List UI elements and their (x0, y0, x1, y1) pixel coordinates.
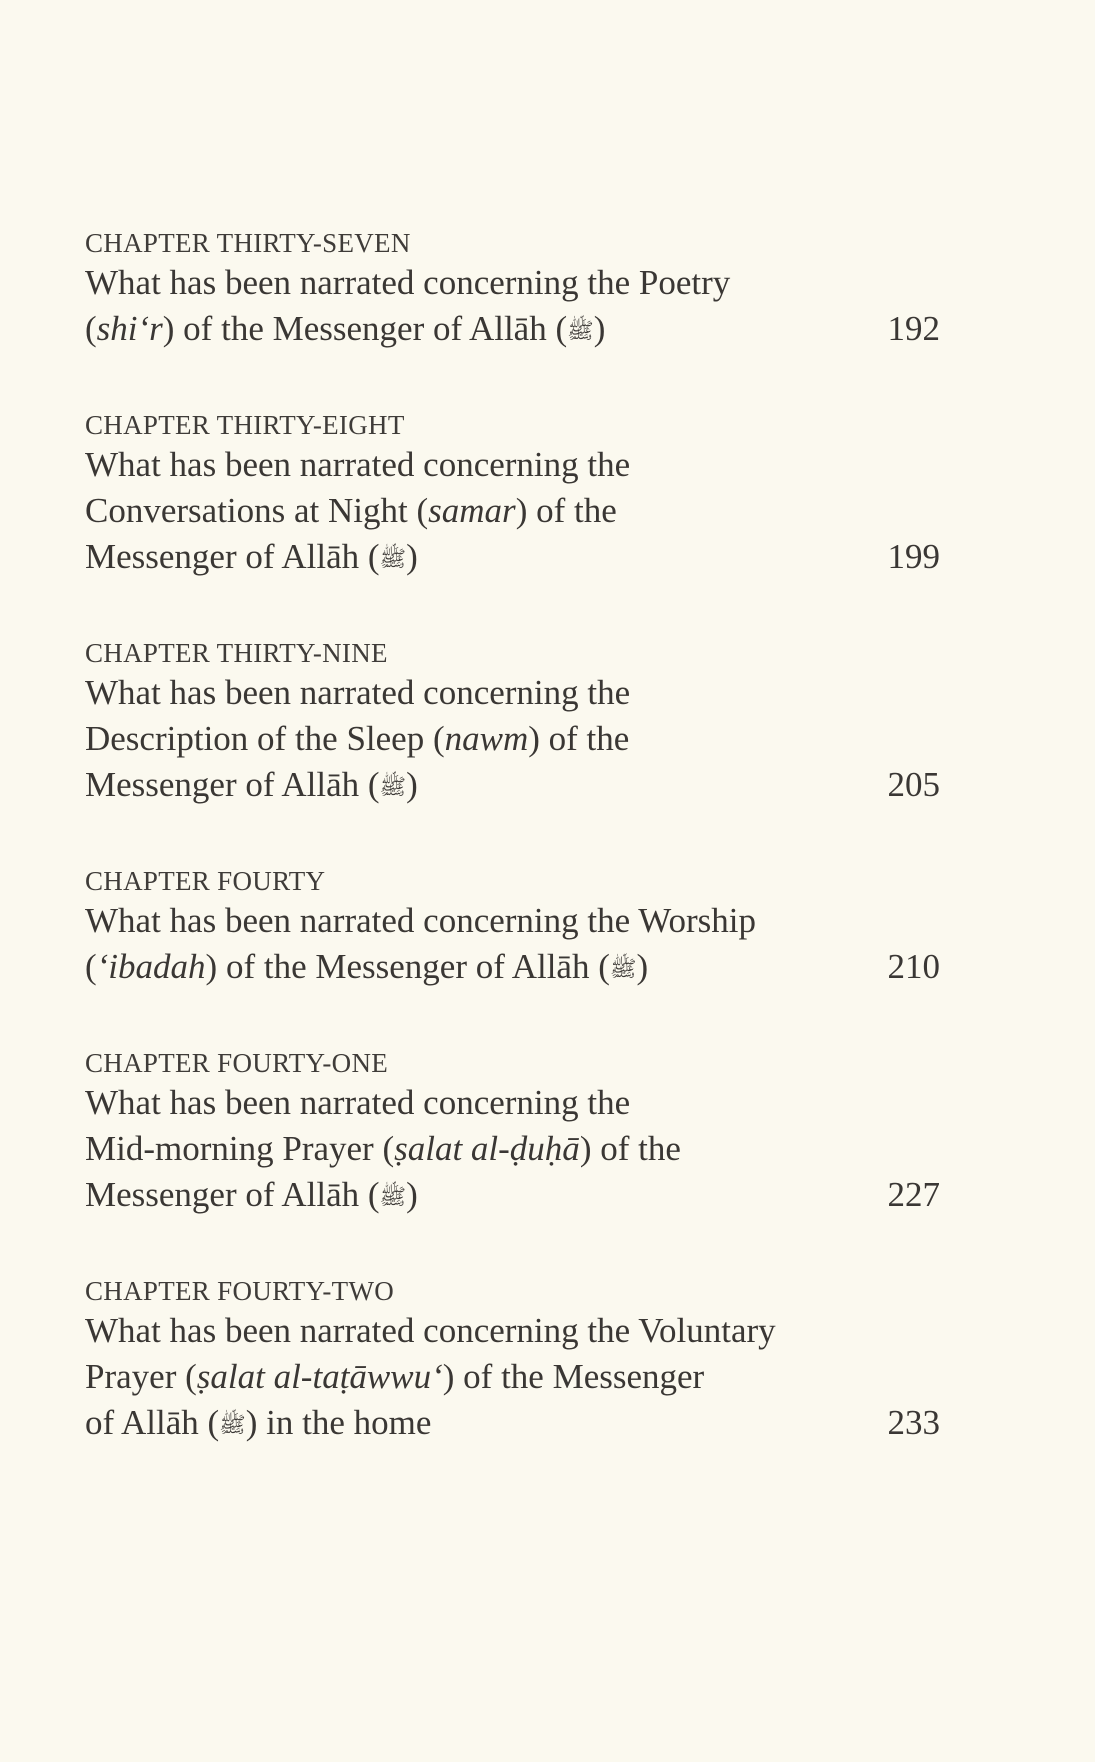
chapter-title-line: What has been narrated concerning the (85, 673, 631, 712)
toc-entry[interactable] (85, 1274, 940, 1446)
toc-entry[interactable] (85, 636, 940, 808)
chapter-title-line: Mid-morning Prayer (ṣalat al-ḍuḥā) of the (85, 1129, 681, 1168)
chapter-title-line: Prayer (ṣalat al-taṭāwwu‘) of the Messenger (85, 1357, 705, 1396)
chapter-title-line: (shi‘r) of the Messenger of Allāh (ﷺ) (85, 306, 940, 352)
toc-entry[interactable] (85, 1046, 940, 1218)
toc-entry[interactable] (85, 408, 940, 580)
transliteration: ṣalat al-ḍuḥā (394, 1129, 580, 1168)
chapter-title-line: Messenger of Allāh (ﷺ) (85, 762, 940, 808)
chapter-label: CHAPTER FOURTY-TWO (85, 1276, 395, 1306)
salutation-seal-icon: ﷺ (379, 774, 407, 799)
chapter-label: CHAPTER THIRTY-SEVEN (85, 228, 411, 258)
chapter-title-line: Messenger of Allāh (ﷺ) (85, 1172, 940, 1218)
chapter-title-line: What has been narrated concerning the Worship (85, 901, 756, 940)
transliteration: shi‘r (96, 309, 163, 348)
transliteration: ‘ibadah (96, 947, 206, 986)
salutation-seal-icon: ﷺ (609, 956, 637, 981)
transliteration: samar (428, 491, 516, 530)
page-number: 205 (887, 765, 940, 804)
chapter-title-line: (‘ibadah) of the Messenger of Allāh (ﷺ) (85, 944, 940, 990)
chapter-title-line: Messenger of Allāh (ﷺ) (85, 534, 940, 580)
chapter-label: CHAPTER FOURTY (85, 866, 326, 896)
chapter-label: CHAPTER FOURTY-ONE (85, 1048, 389, 1078)
page-number: 210 (887, 947, 940, 986)
page-number: 227 (887, 1175, 940, 1214)
chapter-title-line: What has been narrated concerning the (85, 445, 631, 484)
chapter-title-line: of Allāh (ﷺ) in the home (85, 1400, 940, 1446)
chapter-title-line: Conversations at Night (samar) of the (85, 491, 617, 530)
salutation-seal-icon: ﷺ (379, 1184, 407, 1209)
chapter-label: CHAPTER THIRTY-NINE (85, 638, 388, 668)
transliteration: nawm (444, 719, 529, 758)
chapter-title-line: What has been narrated concerning the (85, 1083, 631, 1122)
page-number: 233 (887, 1403, 940, 1442)
salutation-seal-icon: ﷺ (219, 1412, 246, 1437)
toc-entry[interactable] (85, 864, 940, 990)
salutation-seal-icon: ﷺ (567, 318, 594, 343)
salutation-seal-icon: ﷺ (379, 546, 407, 571)
transliteration: ṣalat al-taṭāwwu‘ (196, 1357, 443, 1396)
page-number: 199 (887, 537, 940, 576)
chapter-title-line: What has been narrated concerning the Poetry (85, 263, 731, 302)
chapter-label: CHAPTER THIRTY-EIGHT (85, 410, 405, 440)
page-number: 192 (887, 309, 940, 348)
chapter-title-line: Description of the Sleep (nawm) of the (85, 719, 630, 758)
toc-entry[interactable] (85, 226, 940, 352)
chapter-title-line: What has been narrated concerning the Voluntary (85, 1311, 776, 1350)
